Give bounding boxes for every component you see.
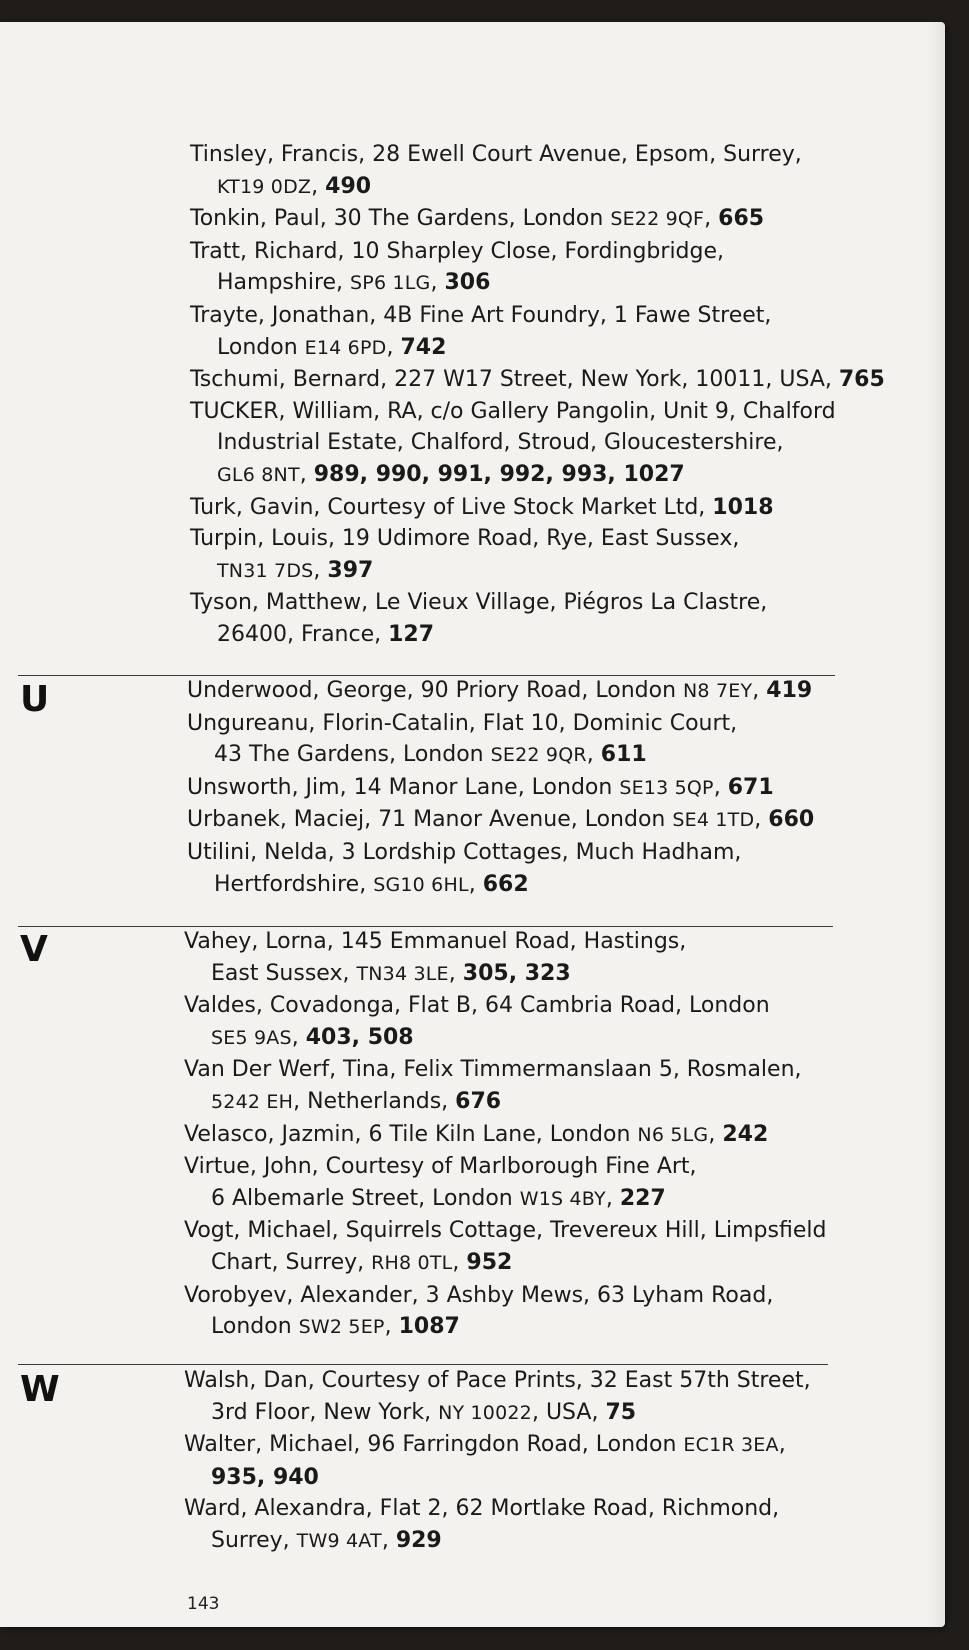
page-reference: 242	[722, 1121, 769, 1147]
page-reference: 676	[455, 1088, 502, 1114]
index-entry	[187, 708, 814, 772]
entry-first-line	[187, 708, 814, 740]
index-section	[184, 1365, 811, 1558]
entry-text: Valdes, Covadonga, Flat B, 64 Cambria Road, London	[184, 993, 770, 1019]
page-reference: 989, 990, 991, 992, 993, 1027	[313, 461, 685, 487]
page-reference: 227	[619, 1185, 666, 1211]
entry-text: ,	[313, 557, 328, 583]
index-section	[187, 675, 814, 901]
postcode: SW2 5EP	[298, 1316, 385, 1339]
entry-text: Chart, Surrey,	[211, 1249, 372, 1275]
entry-text: 26400, France,	[217, 621, 389, 647]
entry-text: Ungureanu, Florin-Catalin, Flat 10, Dominic Court,	[187, 710, 738, 736]
entry-text: ,	[381, 1527, 396, 1553]
page-reference: 305, 323	[462, 960, 571, 986]
index-entry	[184, 1215, 826, 1279]
entry-text: Surrey,	[211, 1527, 297, 1553]
entry-text: Hertfordshire,	[214, 871, 374, 897]
page-reference: 1087	[398, 1314, 460, 1340]
entry-text: ,	[704, 206, 719, 232]
entry-continuation-line	[184, 958, 826, 991]
entry-first-line	[187, 837, 814, 869]
entry-text: ,	[754, 807, 769, 833]
index-entry	[184, 1493, 811, 1557]
page-reference: 75	[605, 1399, 637, 1425]
entry-text: ,	[605, 1185, 620, 1211]
page-number: 143	[187, 1594, 220, 1614]
index-entry	[184, 990, 826, 1054]
page-reference: 929	[395, 1527, 442, 1553]
entry-continuation-line	[184, 1397, 811, 1430]
postcode: 5242 EH	[211, 1090, 294, 1113]
entry-text: 3rd Floor, New York,	[211, 1399, 439, 1425]
index-entry	[190, 203, 885, 236]
entry-text: ,	[778, 1432, 786, 1458]
index-entry	[187, 804, 814, 837]
entry-text: Vogt, Michael, Squirrels Cottage, Trevereux Hill, Limpsfield	[184, 1218, 827, 1244]
entry-text: Walsh, Dan, Courtesy of Pace Prints, 32 East 57th Street,	[184, 1368, 811, 1393]
entry-first-line	[184, 1151, 826, 1183]
entry-continuation-line	[190, 267, 885, 300]
index-entry	[190, 587, 885, 650]
postcode: SE4 1TD	[672, 809, 755, 832]
entry-text: ,	[299, 461, 314, 487]
postcode: E14 6PD	[304, 336, 387, 359]
entry-continuation-line	[190, 171, 885, 204]
postcode: SE22 9QR	[490, 744, 587, 767]
entry-first-line	[187, 804, 814, 837]
page-reference: 742	[400, 334, 447, 360]
page-reference: 611	[600, 742, 647, 768]
postcode: KT19 0DZ	[217, 175, 312, 198]
entry-text: Walter, Michael, 96 Farringdon Road, London	[184, 1432, 684, 1458]
entry-continuation-line	[187, 739, 814, 772]
entry-text: Underwood, George, 90 Priory Road, London	[187, 678, 684, 703]
entry-text: Turk, Gavin, Courtesy of Live Stock Market Ltd,	[190, 494, 713, 520]
page-reference: 419	[766, 678, 813, 703]
entry-text: ,	[708, 1121, 723, 1147]
entry-first-line	[190, 300, 885, 332]
entry-text: London	[217, 334, 305, 360]
page-reference: 490	[325, 173, 372, 199]
entry-continuation-line	[190, 619, 885, 651]
book-page	[0, 22, 945, 1627]
entry-text: Unsworth, Jim, 14 Manor Lane, London	[187, 774, 620, 800]
postcode: W1S 4BY	[519, 1187, 606, 1210]
entry-first-line	[184, 1054, 826, 1086]
index-entry	[187, 772, 814, 805]
index-entry	[184, 926, 826, 990]
entry-first-line	[190, 364, 885, 396]
index-entry	[190, 300, 885, 364]
entry-text: Tyson, Matthew, Le Vieux Village, Piégros La Clastre,	[190, 590, 768, 616]
entry-text: ,	[384, 1314, 399, 1340]
entry-text: ,	[386, 334, 401, 360]
entry-first-line	[184, 1429, 811, 1462]
entry-first-line	[190, 203, 885, 236]
postcode: EC1R 3EA	[683, 1434, 779, 1457]
postcode: SP6 1LG	[350, 272, 431, 295]
page-reference: 1018	[712, 494, 774, 520]
entry-text: London	[211, 1314, 299, 1340]
entry-continuation-line	[184, 1022, 826, 1055]
page-reference: 935, 940	[211, 1464, 319, 1490]
entry-text: Vahey, Lorna, 145 Emmanuel Road, Hastings,	[184, 929, 687, 954]
entry-text: Hampshire,	[217, 270, 351, 296]
index-entry	[190, 364, 885, 396]
entry-text: , Netherlands,	[293, 1088, 456, 1114]
page-reference: 662	[482, 871, 529, 897]
entry-continuation-line	[190, 459, 885, 492]
entry-first-line	[184, 1215, 826, 1247]
page-reference: 127	[388, 621, 435, 647]
postcode: N6 5LG	[637, 1123, 709, 1146]
entry-text: Turpin, Louis, 19 Udimore Road, Rye, East Sussex,	[190, 526, 740, 552]
entry-text: 6 Albemarle Street, London	[211, 1185, 520, 1211]
entry-first-line	[190, 523, 885, 555]
postcode: TN31 7DS	[217, 559, 314, 582]
entry-text: TUCKER, William, RA, c/o Gallery Pangolin, Unit 9, Chalford	[190, 398, 836, 424]
section-letter-w: W	[20, 1369, 60, 1410]
entry-first-line	[184, 926, 826, 958]
entry-text: Trayte, Jonathan, 4B Fine Art Foundry, 1 Fawe Street,	[190, 302, 772, 328]
postcode: SE22 9QF	[610, 208, 705, 231]
index-entry	[184, 1151, 826, 1215]
index-entry	[190, 523, 885, 587]
entry-continuation-line	[184, 1462, 811, 1494]
entry-continuation-line	[184, 1086, 826, 1119]
entry-text: ,	[452, 1249, 467, 1275]
entry-first-line	[187, 675, 814, 708]
postcode: NY 10022	[438, 1401, 532, 1424]
index-entry	[190, 492, 885, 524]
entry-continuation-line	[190, 555, 885, 588]
section-letter-v: V	[20, 929, 48, 970]
entry-text: Utilini, Nelda, 3 Lordship Cottages, Much Hadham,	[187, 839, 742, 865]
entry-continuation-line	[184, 1311, 826, 1344]
entry-text: ,	[430, 270, 445, 296]
postcode: SE5 9AS	[211, 1026, 292, 1049]
entry-text: ,	[291, 1024, 306, 1050]
entry-text: East Sussex,	[211, 960, 357, 986]
index-section	[184, 926, 826, 1344]
entry-text: Van Der Werf, Tina, Felix Timmermanslaan 5, Rosmalen,	[184, 1057, 802, 1083]
entry-first-line	[184, 1493, 811, 1525]
entry-text: Tschumi, Bernard, 227 W17 Street, New York, 10011, USA,	[190, 367, 839, 393]
entry-continuation-line	[184, 1525, 811, 1558]
postcode: TN34 3LE	[356, 962, 449, 985]
entry-first-line	[184, 990, 826, 1022]
page-reference: 671	[727, 774, 774, 800]
index-entry	[190, 396, 885, 492]
index-entry	[190, 236, 885, 300]
entry-text: ,	[586, 742, 601, 768]
index-entry	[184, 1429, 811, 1493]
entry-text: Vorobyev, Alexander, 3 Ashby Mews, 63 Lyham Road,	[184, 1282, 774, 1308]
entry-continuation-line	[190, 332, 885, 365]
entry-continuation-line	[190, 427, 885, 459]
page-reference: 397	[327, 557, 374, 583]
page-reference: 665	[718, 206, 765, 232]
postcode: SE13 5QP	[619, 776, 714, 799]
entry-text: 43 The Gardens, London	[214, 742, 491, 768]
postcode: TW9 4AT	[296, 1529, 382, 1552]
postcode: RH8 0TL	[371, 1251, 453, 1274]
index-section	[190, 139, 885, 651]
page-reference: 765	[838, 367, 885, 393]
page-reference: 306	[444, 270, 491, 296]
entry-text: Tratt, Richard, 10 Sharpley Close, Fordingbridge,	[190, 238, 725, 264]
entry-first-line	[190, 236, 885, 268]
postcode: GL6 8NT	[217, 463, 300, 486]
entry-first-line	[184, 1119, 826, 1152]
index-entry	[184, 1365, 811, 1429]
entry-text: ,	[468, 871, 483, 897]
entry-text: Urbanek, Maciej, 71 Manor Avenue, London	[187, 807, 673, 833]
entry-text: , USA,	[531, 1399, 606, 1425]
entry-text: ,	[448, 960, 463, 986]
entry-text: Industrial Estate, Chalford, Stroud, Gloucestershire,	[217, 430, 784, 456]
entry-text: Tinsley, Francis, 28 Ewell Court Avenue, Epsom, Surrey,	[190, 142, 802, 167]
entry-continuation-line	[187, 869, 814, 902]
postcode: SG10 6HL	[373, 873, 469, 896]
entry-text: ,	[713, 774, 728, 800]
entry-text: Tonkin, Paul, 30 The Gardens, London	[190, 206, 611, 232]
index-entry	[184, 1119, 826, 1152]
entry-first-line	[187, 772, 814, 805]
index-entry	[187, 837, 814, 901]
entry-text: Ward, Alexandra, Flat 2, 62 Mortlake Road, Richmond,	[184, 1496, 780, 1522]
entry-text: ,	[752, 678, 767, 703]
entry-continuation-line	[184, 1183, 826, 1216]
page-reference: 660	[768, 807, 815, 833]
index-entry	[187, 675, 814, 708]
section-letter-u: U	[20, 679, 50, 720]
entry-first-line	[184, 1280, 826, 1312]
entry-text: Virtue, John, Courtesy of Marlborough Fine Art,	[184, 1154, 697, 1180]
index-entry	[184, 1280, 826, 1344]
entry-continuation-line	[184, 1247, 826, 1280]
entry-first-line	[190, 492, 885, 524]
page-reference: 952	[466, 1249, 513, 1275]
entry-text: ,	[311, 173, 326, 199]
postcode: N8 7EY	[683, 680, 753, 702]
entry-text: Velasco, Jazmin, 6 Tile Kiln Lane, London	[184, 1121, 638, 1147]
index-entry	[190, 139, 885, 203]
entry-first-line	[184, 1365, 811, 1397]
index-entry	[184, 1054, 826, 1118]
entry-first-line	[190, 396, 885, 428]
entry-first-line	[190, 139, 885, 171]
entry-first-line	[190, 587, 885, 619]
page-reference: 403, 508	[305, 1024, 414, 1050]
